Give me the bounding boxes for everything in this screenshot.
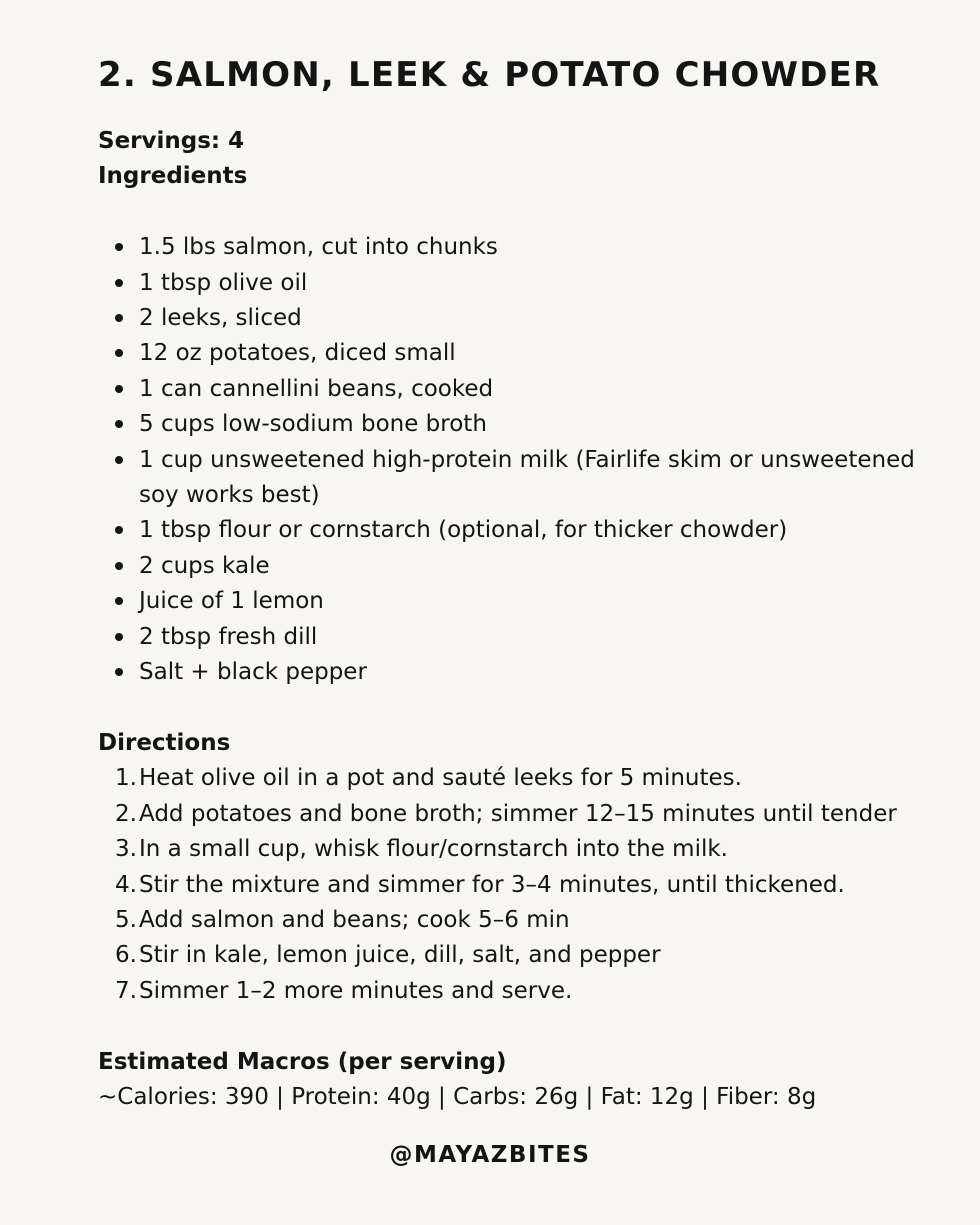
direction-step <box>98 903 928 938</box>
bullet-icon <box>115 633 123 641</box>
ingredient-item <box>98 655 928 690</box>
bullet-icon <box>115 526 123 534</box>
step-text: Add potatoes and bone broth; simmer 12–15 minutes until tender <box>139 800 897 827</box>
ingredient-item <box>98 372 928 407</box>
ingredient-text: 1.5 lbs salmon, cut into chunks <box>139 234 498 261</box>
macros-heading: Estimated Macros (per serving) <box>98 1048 507 1075</box>
creator-handle: @MAYAZBITES <box>389 1142 591 1168</box>
ingredient-item <box>98 513 928 548</box>
recipe-body <box>98 124 928 1115</box>
bullet-icon <box>115 420 123 428</box>
ingredient-text: 1 tbsp flour or cornstarch (optional, for thicker chowder) <box>139 517 788 544</box>
ingredient-text: 2 tbsp fresh dill <box>139 623 318 650</box>
step-number: 4. <box>115 871 137 898</box>
ingredients-heading: Ingredients <box>98 163 248 190</box>
section-gap <box>98 1009 928 1044</box>
bullet-icon <box>115 349 123 357</box>
step-number: 3. <box>115 836 137 863</box>
ingredient-text: 2 cups kale <box>139 552 270 579</box>
ingredient-text: 1 cup unsweetened high-protein milk (Fairlife skim or unsweetened soy works best) <box>139 446 915 509</box>
direction-step <box>98 974 928 1009</box>
step-text: Add salmon and beans; cook 5–6 min <box>139 906 570 933</box>
step-number: 5. <box>115 906 137 933</box>
step-text: Heat olive oil in a pot and sauté leeks for 5 minutes. <box>139 765 742 792</box>
ingredient-item <box>98 620 928 655</box>
servings-label: Servings: 4 <box>98 128 245 154</box>
ingredient-item <box>98 584 928 619</box>
step-number: 1. <box>115 765 137 792</box>
section-gap <box>98 690 928 725</box>
direction-step <box>98 868 928 903</box>
ingredient-item <box>98 549 928 584</box>
ingredient-text: Salt + black pepper <box>139 659 367 686</box>
ingredient-item <box>98 336 928 371</box>
ingredient-text: 5 cups low-sodium bone broth <box>139 411 487 438</box>
bullet-icon <box>115 279 123 287</box>
ingredient-item <box>98 443 928 514</box>
step-text: Stir the mixture and simmer for 3–4 minutes, until thickened. <box>139 871 845 898</box>
step-number: 7. <box>115 977 137 1004</box>
bullet-icon <box>115 385 123 393</box>
section-gap <box>98 195 928 230</box>
bullet-icon <box>115 314 123 322</box>
ingredient-text: 2 leeks, sliced <box>139 305 302 332</box>
step-text: Stir in kale, lemon juice, dill, salt, and pepper <box>139 942 661 969</box>
ingredients-list <box>98 230 928 690</box>
ingredient-text: Juice of 1 lemon <box>139 588 324 615</box>
direction-step <box>98 832 928 867</box>
bullet-icon <box>115 562 123 570</box>
direction-step <box>98 761 928 796</box>
step-number: 2. <box>115 800 137 827</box>
step-text: In a small cup, whisk flour/cornstarch into the milk. <box>139 836 728 863</box>
ingredient-text: 12 oz potatoes, diced small <box>139 340 456 367</box>
directions-heading: Directions <box>98 729 231 756</box>
step-text: Simmer 1–2 more minutes and serve. <box>139 977 573 1004</box>
directions-list <box>98 761 928 1009</box>
bullet-icon <box>115 597 123 605</box>
step-number: 6. <box>115 942 137 969</box>
ingredient-item <box>98 407 928 442</box>
ingredient-item <box>98 230 928 265</box>
ingredient-item <box>98 266 928 301</box>
ingredient-text: 1 can cannellini beans, cooked <box>139 375 494 402</box>
ingredient-item <box>98 301 928 336</box>
ingredient-text: 1 tbsp olive oil <box>139 269 308 296</box>
bullet-icon <box>115 243 123 251</box>
recipe-title: 2. SALMON, LEEK & POTATO CHOWDER <box>98 55 881 95</box>
bullet-icon <box>115 456 123 464</box>
direction-step <box>98 797 928 832</box>
macros-values: ~Calories: 390 | Protein: 40g | Carbs: 26g | Fat: 12g | Fiber: 8g <box>98 1083 817 1110</box>
bullet-icon <box>115 668 123 676</box>
direction-step <box>98 938 928 973</box>
